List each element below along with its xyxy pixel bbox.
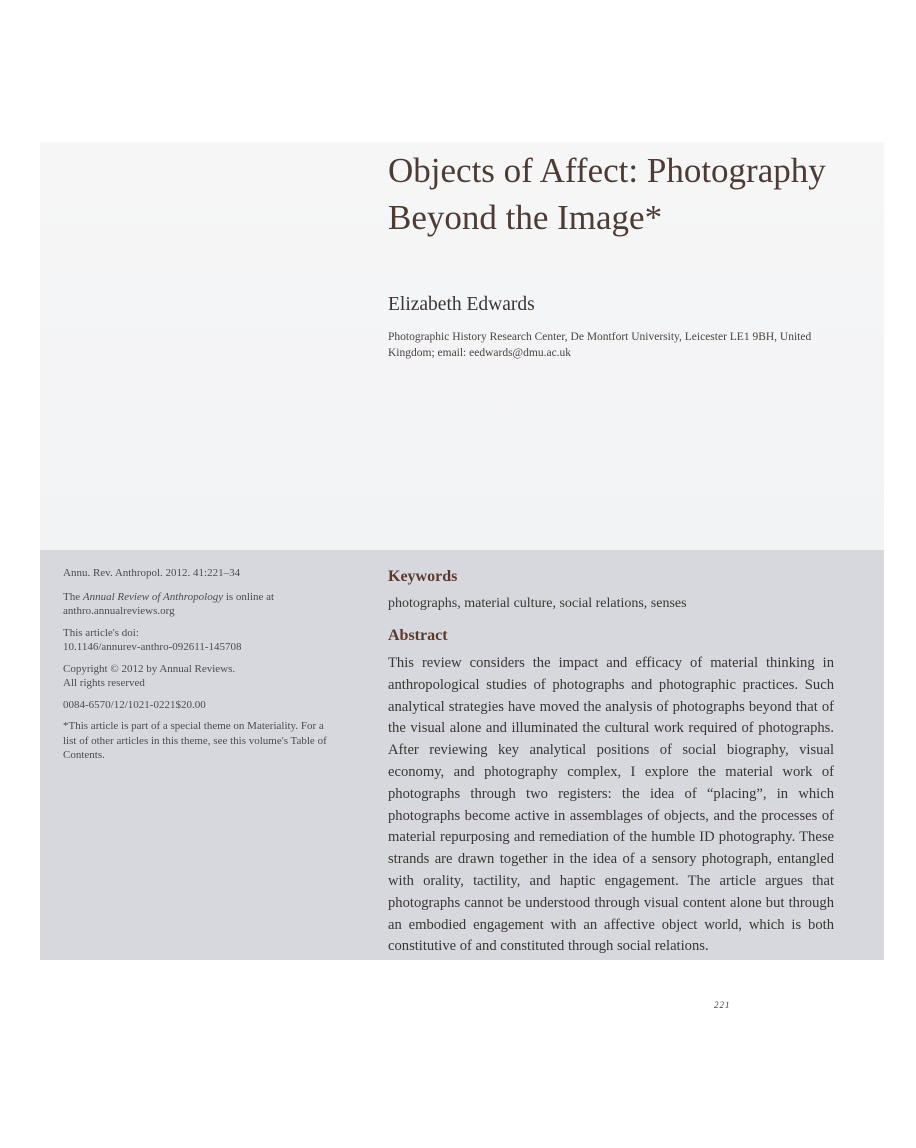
article-title: Objects of Affect: Photography Beyond the Image* — [388, 151, 826, 237]
copyright: Copyright © 2012 by Annual Reviews. — [63, 662, 236, 675]
copyright-block — [63, 662, 333, 691]
journal-name: Annual Review of Anthropology — [82, 590, 224, 603]
keywords-list: photographs, material culture, social relations, senses — [388, 596, 687, 611]
doi-block — [63, 626, 333, 655]
theme-footnote: *This article is part of a special theme on Materiality. For a list of other articles in this theme, see this volume's Table of Contents. — [63, 720, 327, 761]
online-suffix: is online at anthro.annualreviews.org — [63, 590, 275, 617]
online-prefix: The — [63, 590, 83, 603]
rights-reserved: All rights reserved — [63, 677, 145, 689]
abstract-text: This review considers the impact and efficacy of material thinking in anthropological studies of photographs and photographic practices. Such analytical strategies have moved the analysis of photographs beyond that of the visual alone and illuminated the cultural work required of photographs. After reviewing key analytical positions of social biography, visual economy, and photography complex, I explore the material work of photographs through two registers: the idea of “placing”, in which photographs become active in assemblages of objects, and the processes of material repurposing and remediation of the humble ID photography. These strands are drawn together in the idea of a sensory photograph, entangled with orality, tactility, and haptic engagement. The article argues that photographs cannot be understood through visual content alone but through an embodied engagement with an affective object world, which is both constitutive of and constituted through social relations. — [388, 655, 834, 955]
doi-label: This article's doi: — [63, 626, 139, 639]
author-name: Elizabeth Edwards — [388, 294, 535, 315]
article-info-sidebar — [63, 566, 333, 770]
doi-value: 10.1146/annurev-anthro-092611-145708 — [63, 641, 242, 653]
author-affiliation: Photographic History Research Center, De Montfort University, Leicester LE1 9BH, United Kingdom; email: eedwards@dmu.ac.uk — [388, 331, 812, 359]
article-code: 0084-6570/12/1021-0221$20.00 — [63, 698, 206, 711]
page-number: 221 — [714, 1000, 731, 1010]
abstract-heading: Abstract — [388, 627, 448, 644]
online-availability — [63, 590, 333, 619]
keywords-heading: Keywords — [388, 568, 458, 585]
journal-citation: Annu. Rev. Anthropol. 2012. 41:221–34 — [63, 567, 241, 579]
